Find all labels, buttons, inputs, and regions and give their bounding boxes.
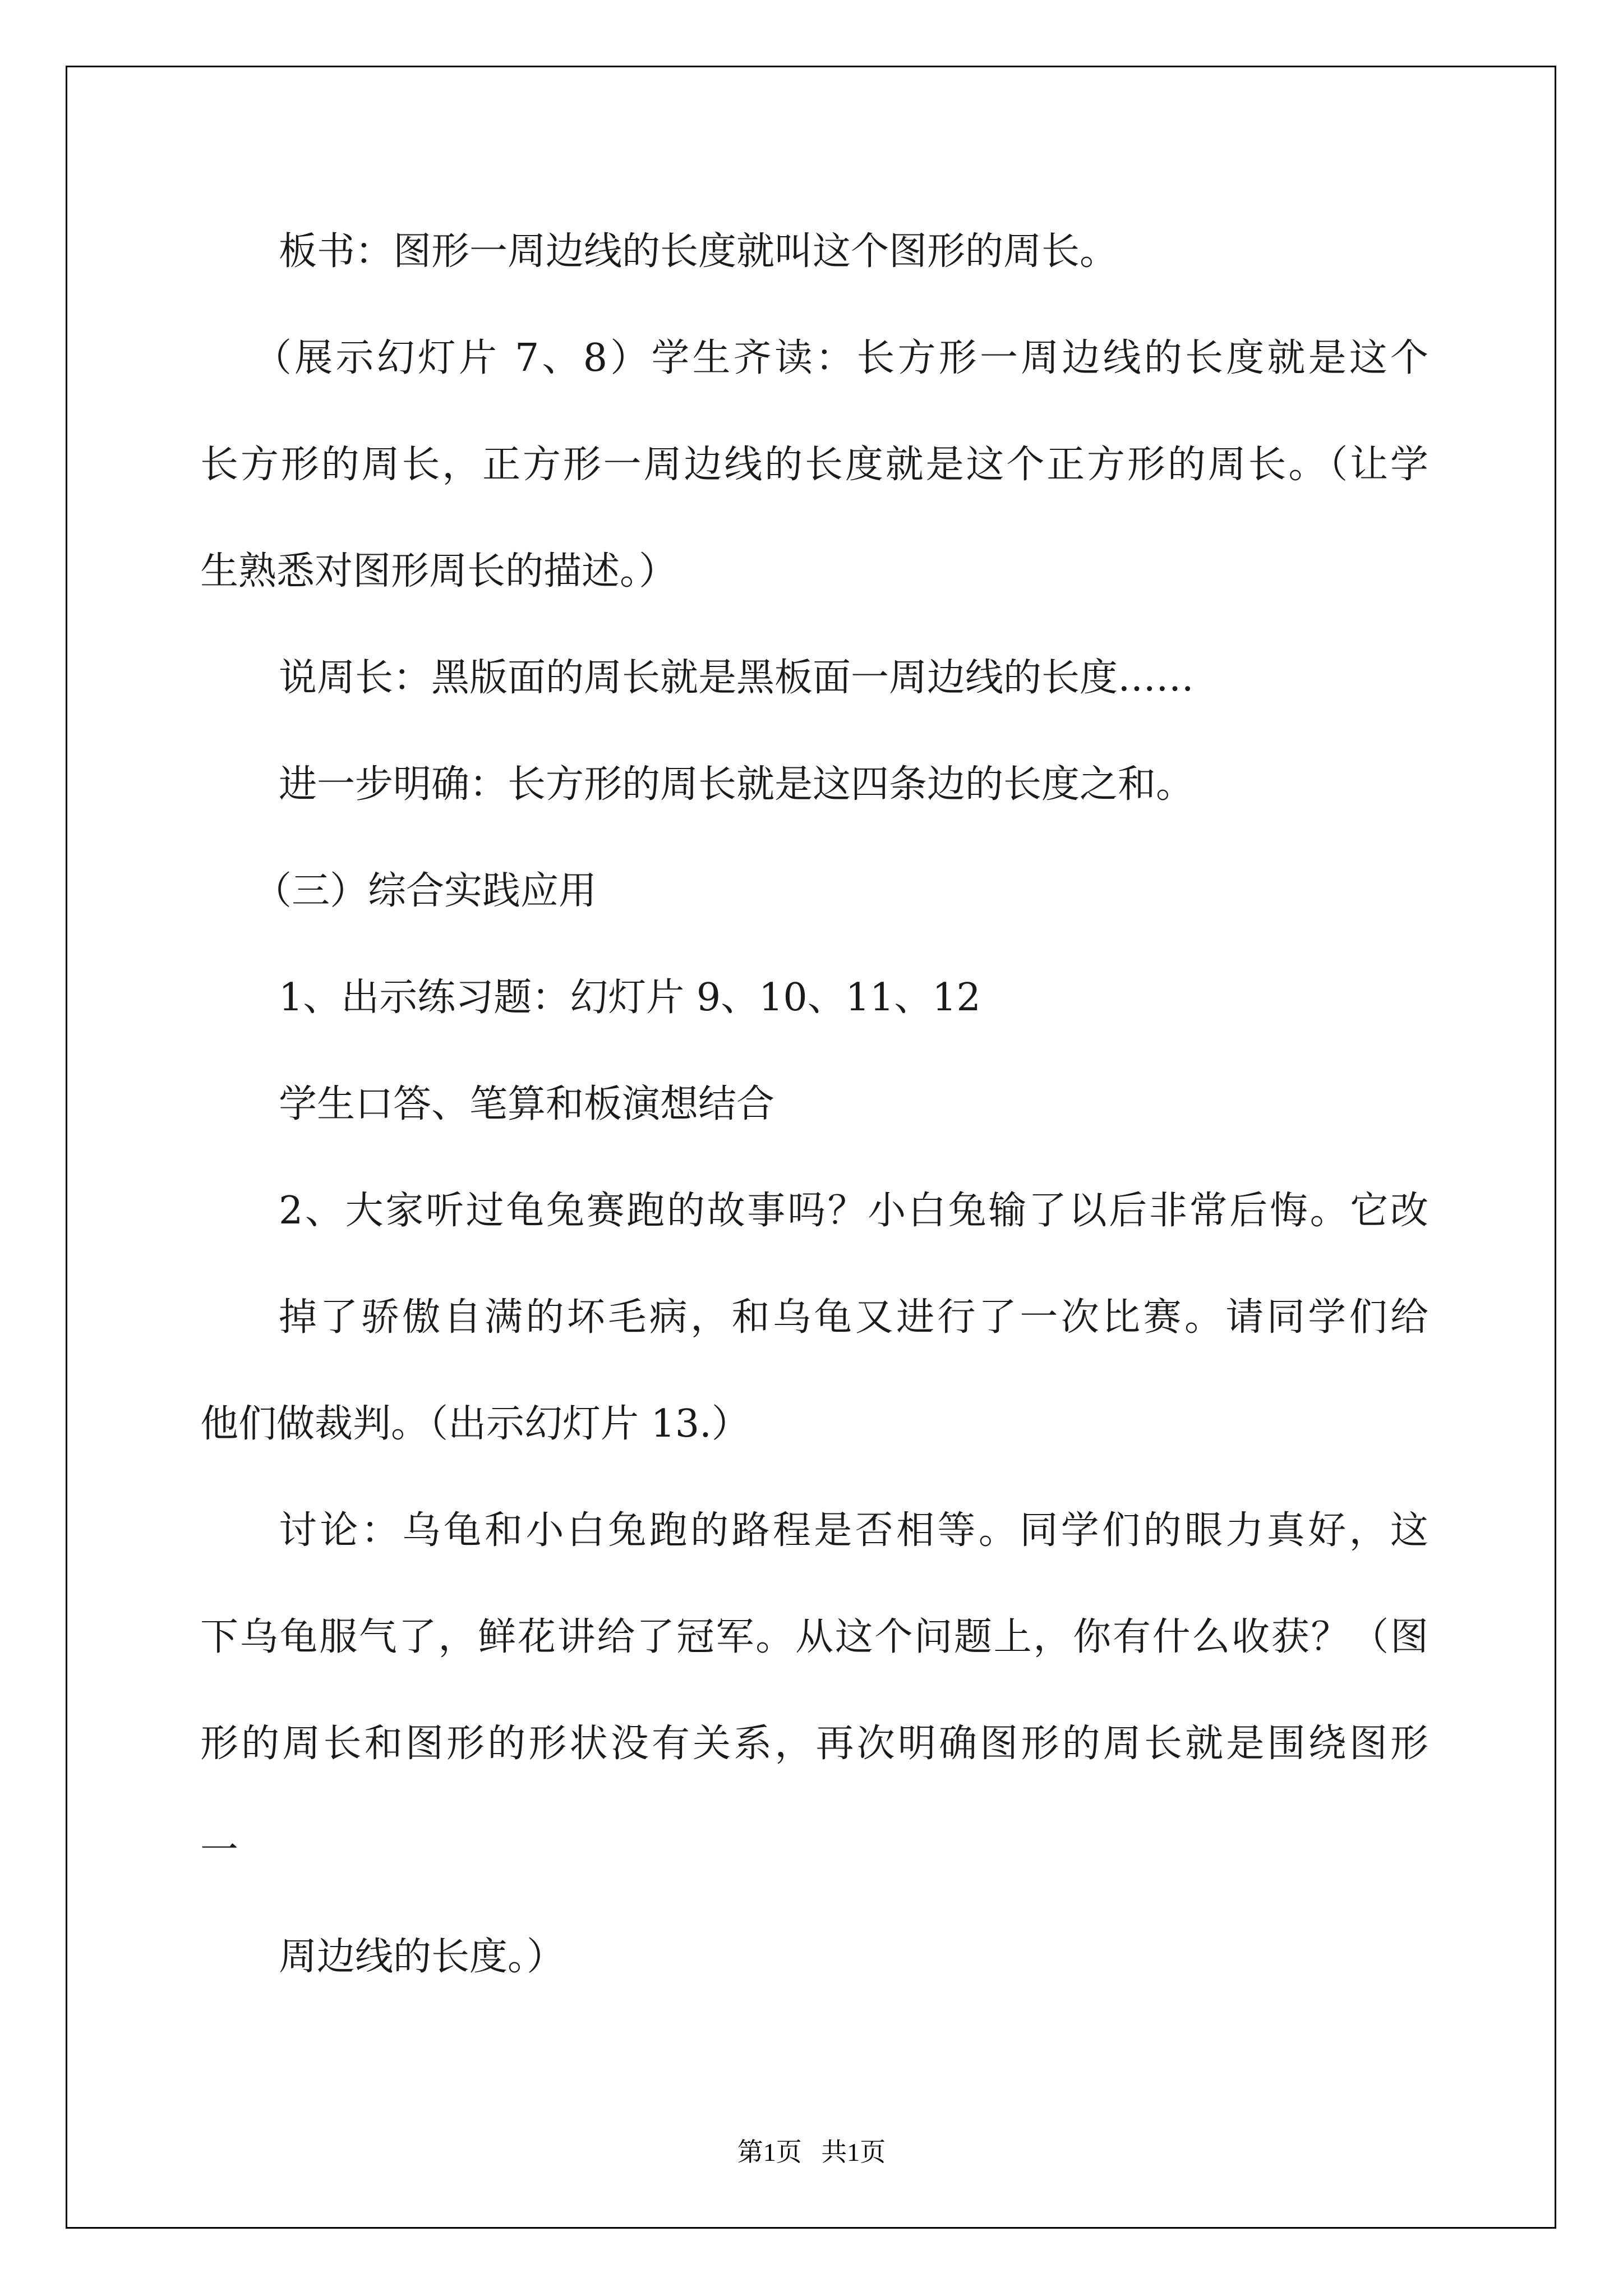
text-line-4: 生熟悉对图形周长的描述。） <box>200 549 677 593</box>
text-line-3: 长方形的周长，正方形一周边线的长度就是这个正方形的周长。（让学 <box>200 443 1428 487</box>
text-line-12: 他们做裁判。（出示幻灯片 13.） <box>200 1402 750 1446</box>
text-line-17: 周边线的长度。） <box>279 1935 565 1979</box>
text-line-2: （展示幻灯片 7、8）学生齐读：长方形一周边线的长度就是这个 <box>253 336 1428 380</box>
text-line-15: 形的周长和图形的形状没有关系，再次明确图形的周长就是围绕图形 <box>200 1722 1428 1766</box>
text-line-6: 进一步明确：长方形的周长就是这四条边的长度之和。 <box>279 762 1195 807</box>
text-line-13: 讨论：乌龟和小白兔跑的路程是否相等。同学们的眼力真好，这 <box>279 1508 1428 1553</box>
text-line-14: 下乌龟服气了，鲜花讲给了冠军。从这个问题上，你有什么收获？（图 <box>200 1615 1428 1659</box>
page-footer: 第1页 共1页 <box>737 2138 886 2166</box>
text-line-7: （三）综合实践应用 <box>253 869 597 913</box>
page-border <box>66 66 1556 2229</box>
text-line-8: 1、出示练习题：幻灯片 9、10、11、12 <box>279 976 981 1020</box>
text-line-1: 板书：图形一周边线的长度就叫这个图形的周长。 <box>279 229 1118 274</box>
text-line-11: 掉了骄傲自满的坏毛病，和乌龟又进行了一次比赛。请同学们给 <box>279 1295 1428 1340</box>
text-line-5: 说周长：黑版面的周长就是黑板面一周边线的长度…… <box>279 656 1195 700</box>
text-line-9: 学生口答、笔算和板演想结合 <box>279 1082 775 1126</box>
text-line-10: 2、大家听过龟兔赛跑的故事吗？小白兔输了以后非常后悔。它改 <box>279 1189 1428 1233</box>
text-line-16: 一 <box>200 1828 239 1872</box>
